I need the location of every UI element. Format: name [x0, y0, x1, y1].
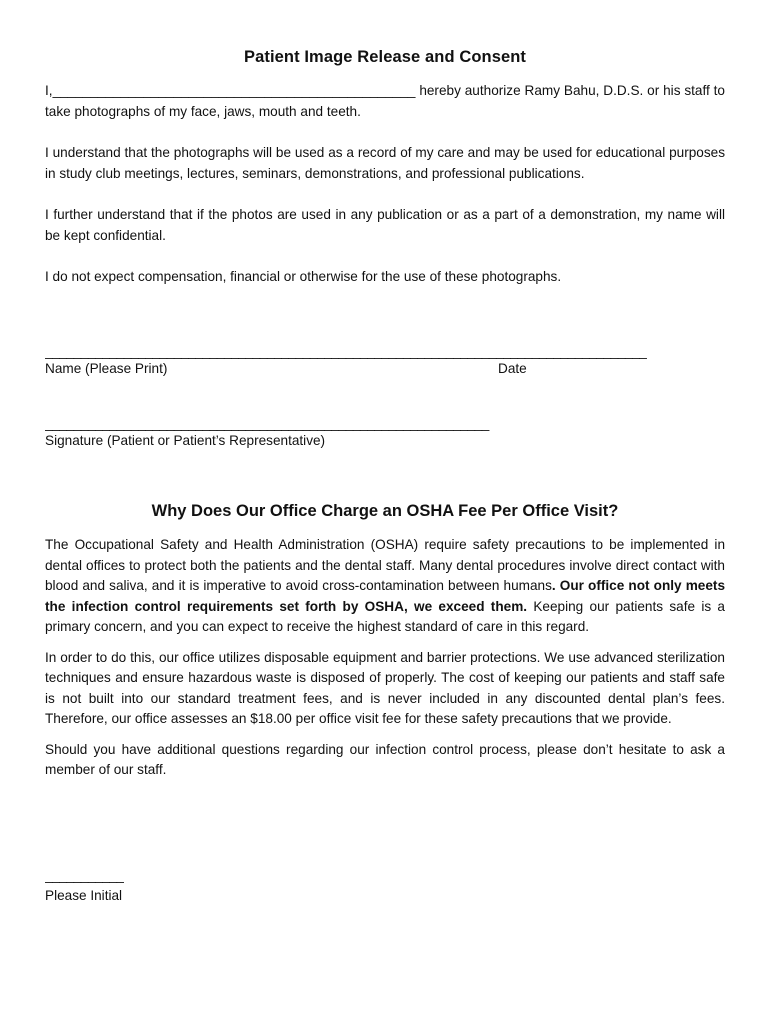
osha-para1-period: .: [551, 578, 556, 593]
patient-name-blank[interactable]: ________________________________________________: [52, 83, 416, 98]
compensation-paragraph: I do not expect compensation, financial or otherwise for the use of these photographs.: [45, 269, 562, 284]
osha-paragraph-3: Should you have additional questions regarding our infection control process, please don’t hesitate to ask a member of our staff.: [45, 741, 725, 777]
osha-title: Why Does Our Office Charge an OSHA Fee Per Office Visit?: [151, 502, 619, 520]
osha-para1-bold: Our office not only meets the infection control requirements set forth by OSHA, we exceed them.: [45, 578, 726, 614]
understand-paragraph: I understand that the photographs will be used as a record of my care and may be used for educational purposes in study club meetings, lectures, seminars, demonstrations, and professional publications.: [45, 145, 725, 181]
osha-para1-start: The Occupational Safety and Health Administration (OSHA) require safety precautions to be implemented in dental offices to protect both the patients and the dental staff. Many dental procedures involve direct contact with blood and saliva, and it is imperative to avoid cross-contamination between humans: [45, 537, 725, 593]
signature-block: [45, 416, 725, 448]
initial-line[interactable]: ___________: [45, 868, 124, 883]
name-label: Name (Please Print): [45, 361, 168, 376]
osha-para1-end: Keeping our patients safe is a primary concern, and you can expect to receive the highest standard of care in this regard.: [45, 598, 725, 634]
osha-paragraph-2: In order to do this, our office utilizes disposable equipment and barrier protections. We use advanced sterilization techniques and ensure hazardous waste is disposed of properly. The cost of keeping our patients and staff safe is not built into our standard treatment fees, and is never included in any discounted dental plan’s fees. Therefore, our office assesses an $18.00 per office visit fee for these safety precautions that we provide.: [45, 649, 725, 726]
osha-paragraph-1: [45, 535, 725, 638]
name-date-block: [45, 344, 725, 381]
osha-section: [45, 535, 725, 791]
date-label: Date: [498, 361, 527, 376]
authorization-prefix: I,: [45, 83, 53, 98]
signature-line[interactable]: ______________________________________________________________: [45, 416, 489, 431]
initial-label: Please Initial: [45, 888, 123, 903]
signature-label: Signature (Patient or Patient’s Representative): [45, 433, 326, 448]
confidentiality-paragraph: I further understand that if the photos are used in any publication or as a part of a demonstration, my name will be kept confidential.: [45, 207, 725, 243]
initial-block: [45, 866, 124, 906]
release-title: Patient Image Release and Consent: [243, 48, 527, 66]
name-date-line[interactable]: ____________________________________________________________________________________: [45, 344, 647, 359]
consent-section: [45, 48, 725, 288]
authorization-text: hereby authorize Ramy Bahu, D.D.S. or his staff to take photographs of my face, jaws, mouth and teeth.: [45, 83, 725, 119]
authorization-paragraph: [45, 81, 725, 122]
